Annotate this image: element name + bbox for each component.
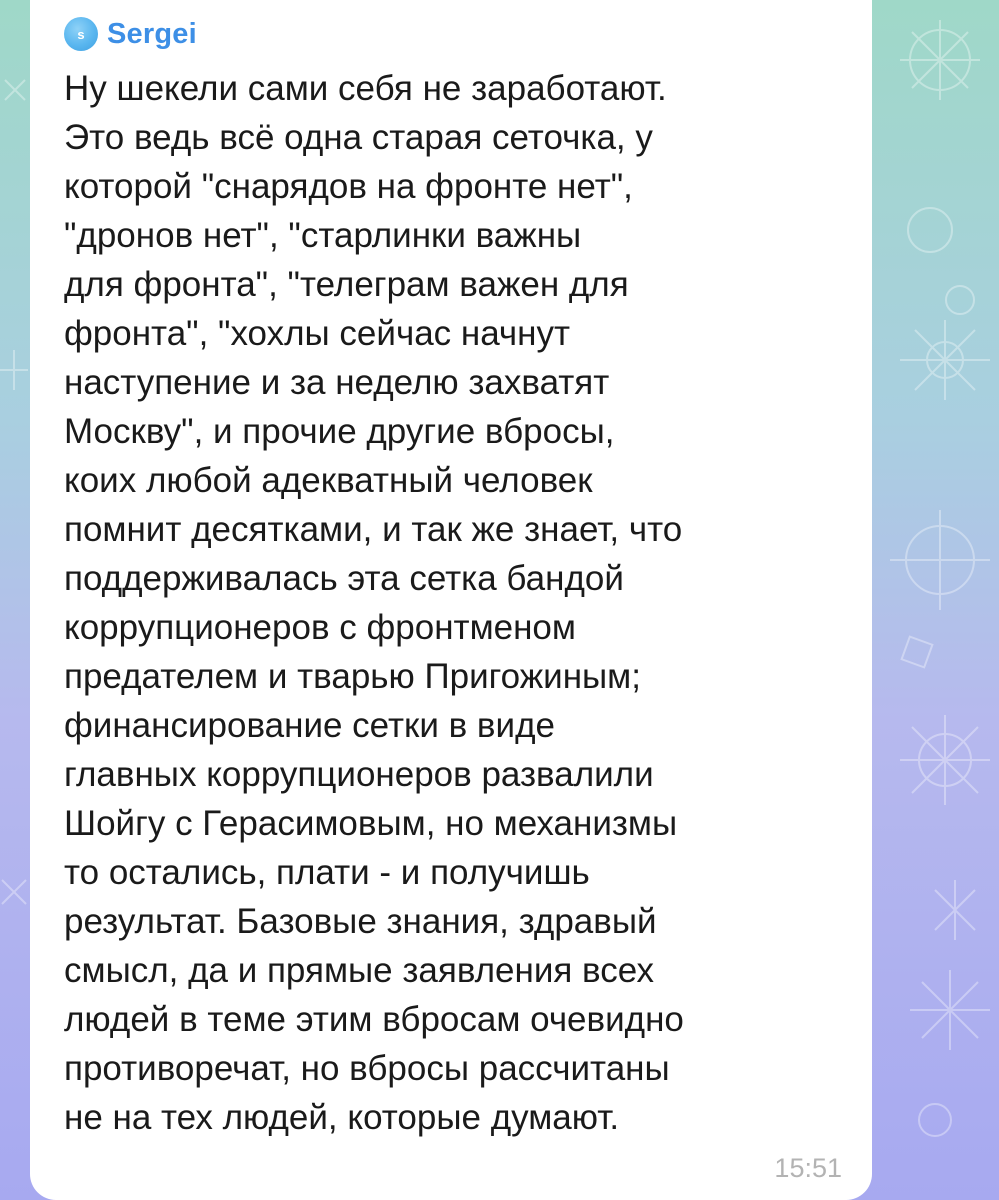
avatar[interactable] [64, 17, 98, 51]
sender-name[interactable]: Sergei [107, 17, 197, 50]
message-time: 15:51 [774, 1153, 842, 1183]
message-text: Ну шекели сами себя не заработают. Это ведь всё одна старая сеточка, у которой "снарядов на фронте нет", "дронов нет", "старлинки важны для фронта", "телеграм важен для фронта", "хохлы сейчас начнут наступение и за неделю захватят Москву", и прочие другие вбросы, коих любой адекватный человек помнит десятками, и так же знает, что поддерживалась эта сетка бандой коррупционеров с фронтменом предателем и тварью Пригожиным; финансирование сетки в виде главных коррупционеров развалили Шойгу с Герасимовым, но механизмы то остались, плати - и получишь результат. Базовые знания, здравый смысл, да и прямые заявления всех людей в теме этим вбросам очевидно противоречат, но вбросы рассчитаны не на тех людей, которые думают. [64, 69, 684, 1137]
message-bubble[interactable] [30, 0, 872, 1200]
sender-header [64, 14, 872, 54]
avatar-initial: s [77, 26, 85, 42]
